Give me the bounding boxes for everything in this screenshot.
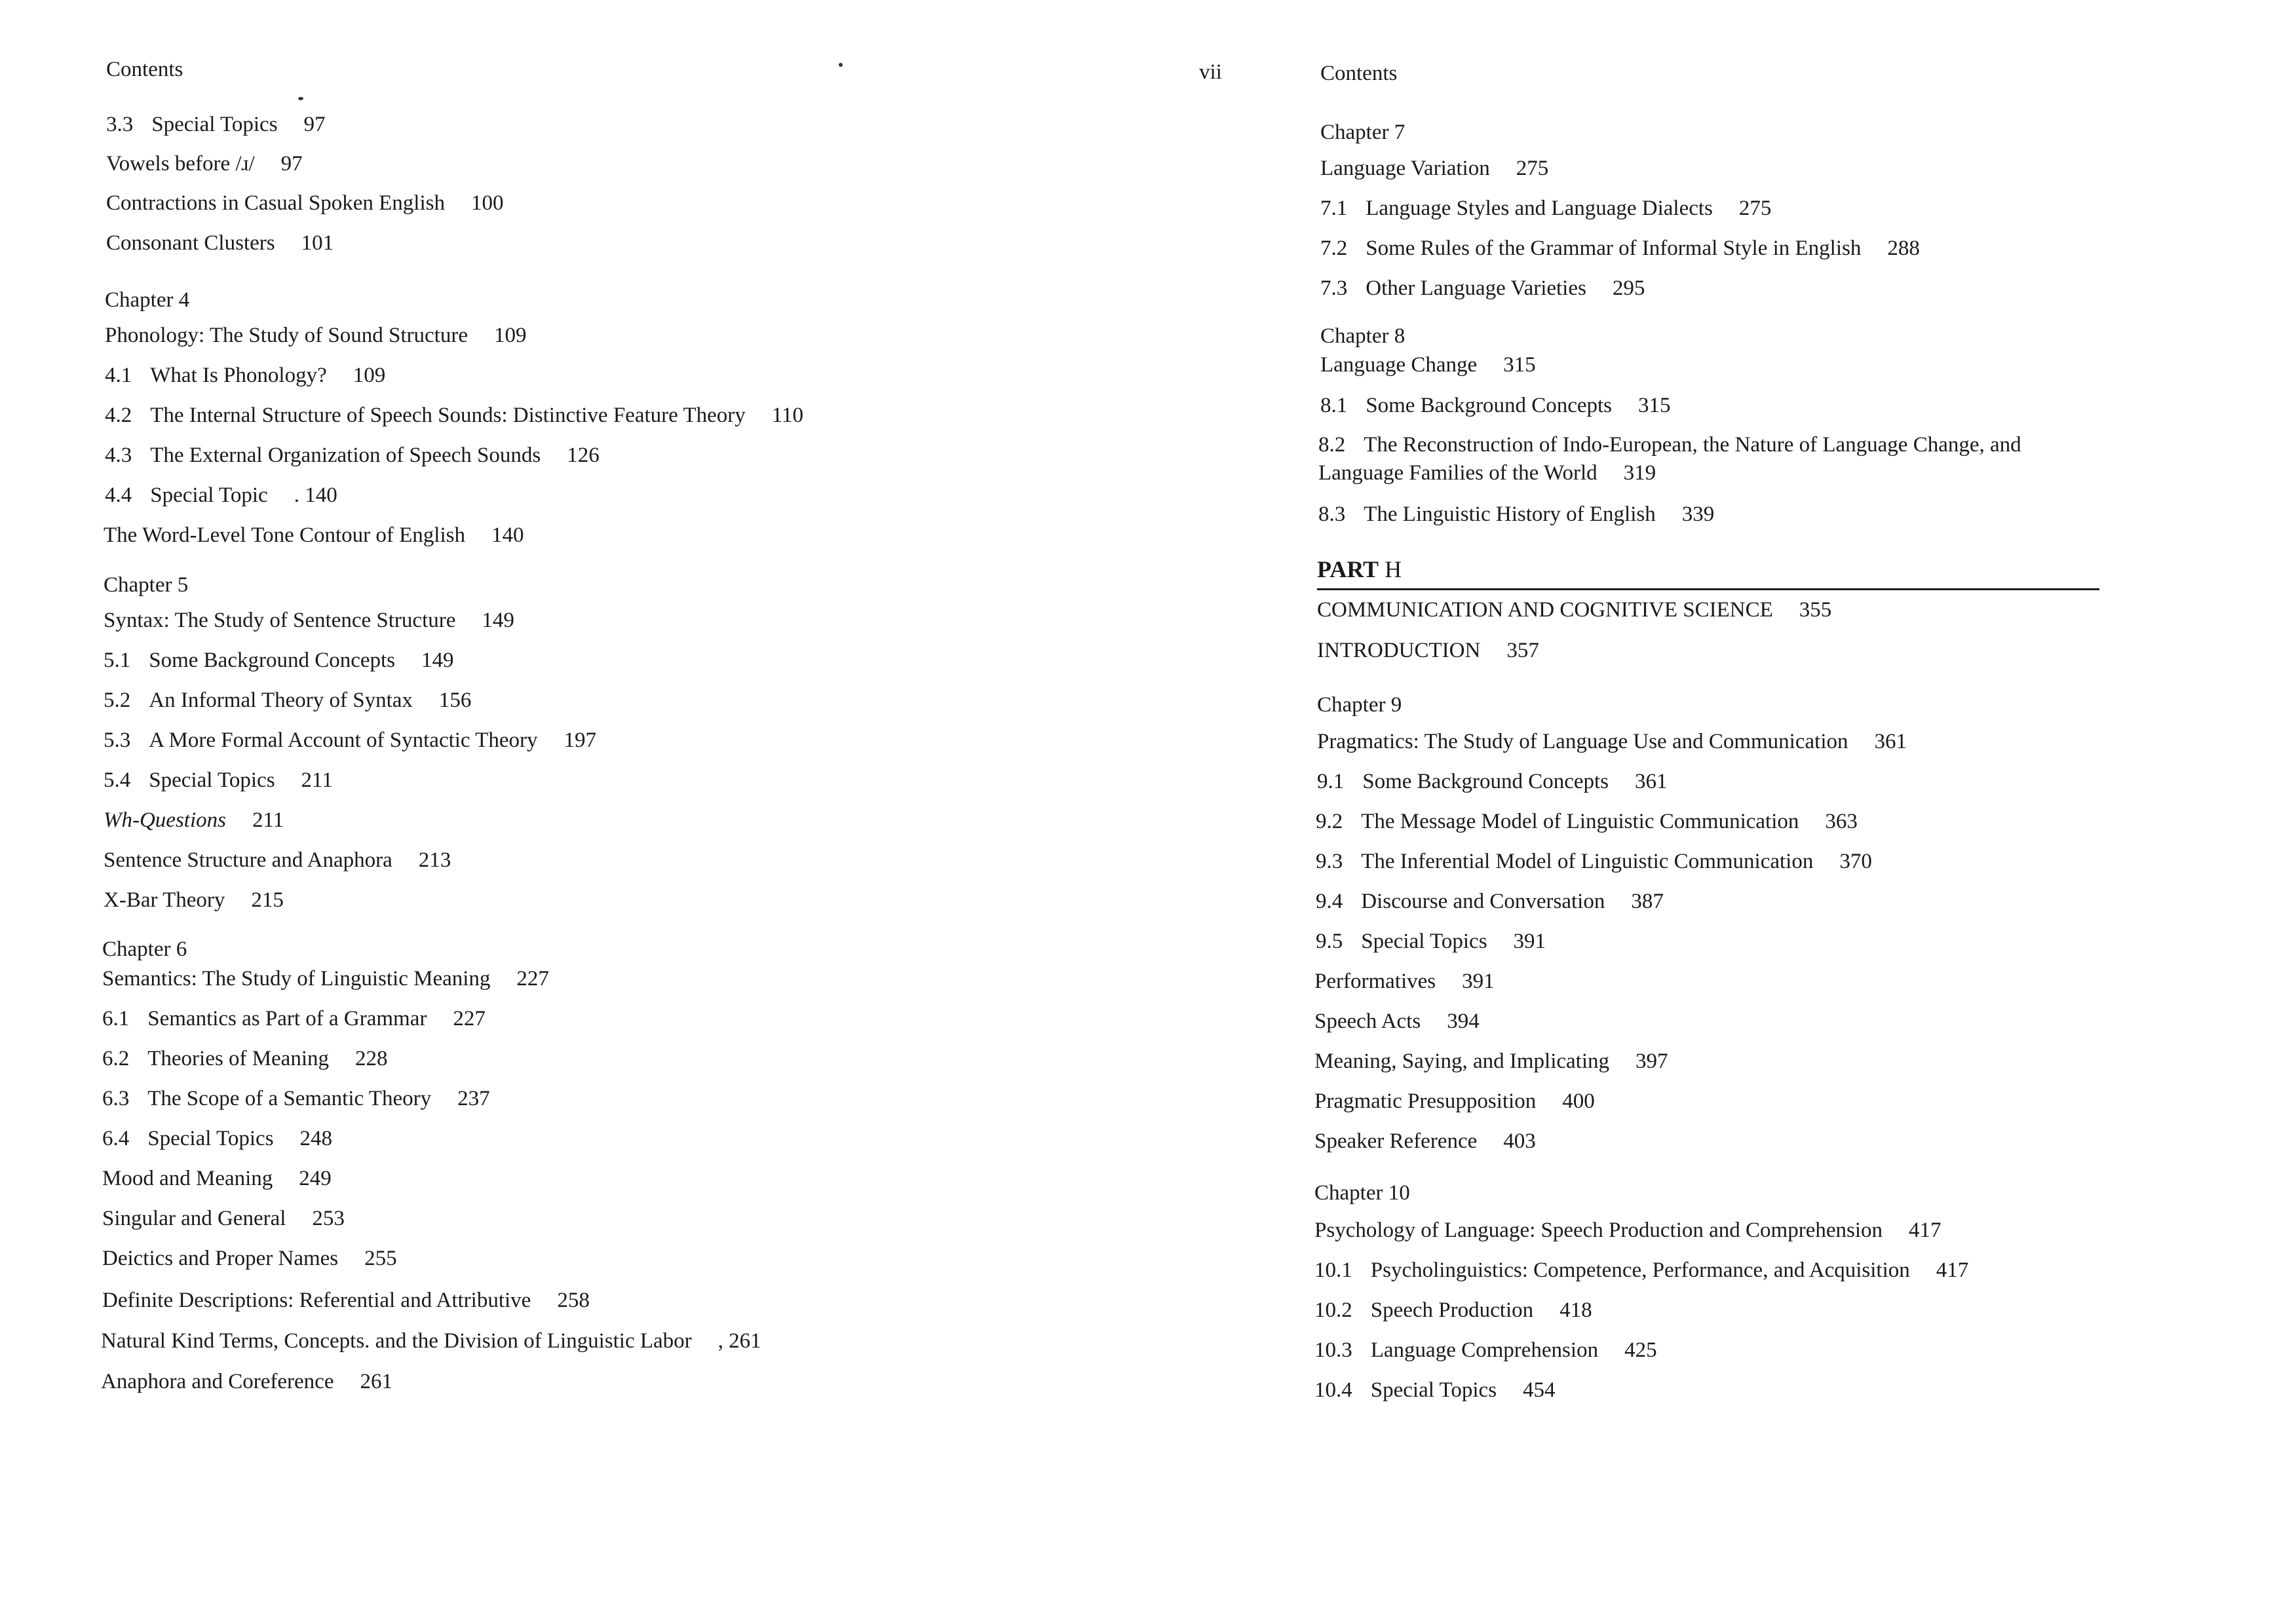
toc-entry[interactable]: Speaker Reference 403 xyxy=(1314,1129,1536,1153)
chapter-label: Chapter 7 xyxy=(1320,121,1406,144)
chapter-title[interactable]: Phonology: The Study of Sound Structure 109 xyxy=(105,324,527,347)
toc-entry[interactable]: 8.1 Some Background Concepts 315 xyxy=(1320,394,1671,417)
toc-entry[interactable]: Mood and Meaning 249 xyxy=(102,1167,332,1190)
toc-entry[interactable]: Deictics and Proper Names 255 xyxy=(102,1247,397,1270)
toc-entry[interactable]: 6.4 Special Topics 248 xyxy=(102,1127,333,1150)
toc-entry[interactable]: 8.3 The Linguistic History of English 339 xyxy=(1318,502,1715,526)
print-speck xyxy=(298,97,303,100)
toc-entry[interactable]: 3.3 Special Topics 97 xyxy=(106,113,326,136)
toc-entry[interactable]: Singular and General 253 xyxy=(102,1207,345,1230)
left-running-head: Contents xyxy=(106,58,183,81)
chapter-label: Chapter 5 xyxy=(104,573,189,597)
part-rule xyxy=(1317,588,2099,590)
toc-entry[interactable]: 10.4 Special Topics 454 xyxy=(1314,1378,1556,1402)
chapter-title[interactable]: Language Change 315 xyxy=(1320,353,1536,377)
toc-entry[interactable]: 9.2 The Message Model of Linguistic Communication 363 xyxy=(1316,810,1858,833)
part-introduction[interactable]: INTRODUCTION 357 xyxy=(1317,639,1539,662)
toc-entry[interactable]: 5.2 An Informal Theory of Syntax 156 xyxy=(104,689,472,712)
right-page xyxy=(1179,0,2296,1624)
toc-entry[interactable]: 4.4 Special Topic . 140 xyxy=(105,483,337,507)
print-speck xyxy=(839,63,843,67)
toc-entry[interactable]: 10.3 Language Comprehension 425 xyxy=(1314,1338,1657,1362)
toc-entry[interactable]: 10.2 Speech Production 418 xyxy=(1314,1298,1592,1322)
toc-entry[interactable]: 10.1 Psycholinguistics: Competence, Performance, and Acquisition 417 xyxy=(1314,1258,1969,1282)
chapter-title[interactable]: Psychology of Language: Speech Production and Comprehension 417 xyxy=(1314,1218,1942,1242)
toc-entry[interactable]: Anaphora and Coreference 261 xyxy=(101,1370,392,1393)
toc-entry[interactable]: Definite Descriptions: Referential and Attributive 258 xyxy=(102,1289,590,1312)
chapter-title[interactable]: Syntax: The Study of Sentence Structure 149 xyxy=(104,609,514,632)
toc-entry[interactable]: 5.1 Some Background Concepts 149 xyxy=(104,649,454,672)
chapter-label: Chapter 8 xyxy=(1320,324,1406,348)
toc-entry[interactable]: 9.3 The Inferential Model of Linguistic Communication 370 xyxy=(1316,850,1872,873)
toc-entry[interactable]: Vowels before /ɹ/ 97 xyxy=(106,152,303,176)
toc-entry[interactable]: 4.2 The Internal Structure of Speech Sounds: Distinctive Feature Theory 110 xyxy=(105,404,804,427)
toc-entry[interactable]: Sentence Structure and Anaphora 213 xyxy=(104,848,451,872)
toc-entry[interactable]: 9.5 Special Topics 391 xyxy=(1316,930,1546,953)
part-title[interactable]: COMMUNICATION AND COGNITIVE SCIENCE 355 xyxy=(1317,598,1832,622)
toc-entry[interactable]: Pragmatic Presupposition 400 xyxy=(1314,1089,1595,1113)
part-heading: PART H xyxy=(1317,556,1402,582)
chapter-label: Chapter 9 xyxy=(1317,693,1402,717)
toc-entry[interactable]: 7.2 Some Rules of the Grammar of Informal Style in English 288 xyxy=(1320,236,1920,260)
toc-entry[interactable]: The Word-Level Tone Contour of English 140 xyxy=(104,523,524,547)
toc-entry[interactable]: 5.3 A More Formal Account of Syntactic Theory 197 xyxy=(104,728,597,752)
toc-entry[interactable]: 4.1 What Is Phonology? 109 xyxy=(105,364,386,387)
toc-entry[interactable]: X-Bar Theory 215 xyxy=(104,888,284,912)
right-running-head: Contents xyxy=(1320,62,1398,85)
toc-entry[interactable]: Natural Kind Terms, Concepts. and the Division of Linguistic Labor , 261 xyxy=(101,1329,761,1353)
toc-entry[interactable]: 9.4 Discourse and Conversation 387 xyxy=(1316,890,1664,913)
toc-entry[interactable]: 6.2 Theories of Meaning 228 xyxy=(102,1047,388,1070)
toc-entry[interactable]: 4.3 The External Organization of Speech Sounds 126 xyxy=(105,444,600,467)
page-number: vii xyxy=(1199,60,1222,84)
chapter-title[interactable]: Pragmatics: The Study of Language Use and Communication 361 xyxy=(1317,730,1907,753)
toc-entry[interactable]: 9.1 Some Background Concepts 361 xyxy=(1317,770,1668,793)
chapter-title[interactable]: Semantics: The Study of Linguistic Meaning 227 xyxy=(102,967,549,991)
toc-entry[interactable]: 7.3 Other Language Varieties 295 xyxy=(1320,276,1645,300)
chapter-label: Chapter 4 xyxy=(105,288,190,312)
toc-entry[interactable]: Contractions in Casual Spoken English 100 xyxy=(106,191,504,215)
toc-entry[interactable]: Performatives 391 xyxy=(1314,970,1495,993)
toc-entry[interactable]: Consonant Clusters 101 xyxy=(106,231,334,255)
chapter-label: Chapter 10 xyxy=(1314,1181,1410,1205)
toc-entry[interactable]: Meaning, Saying, and Implicating 397 xyxy=(1314,1049,1668,1073)
toc-entry[interactable]: 8.2 The Reconstruction of Indo-European, the Nature of Language Change, and Language Families of the World 319 xyxy=(1318,433,2021,485)
toc-entry[interactable]: 7.1 Language Styles and Language Dialects 275 xyxy=(1320,197,1772,220)
chapter-title[interactable]: Language Variation 275 xyxy=(1320,157,1549,180)
toc-entry[interactable]: 5.4 Special Topics 211 xyxy=(104,768,333,792)
toc-entry[interactable]: 6.1 Semantics as Part of a Grammar 227 xyxy=(102,1007,486,1030)
toc-entry[interactable]: Wh-Questions 211 xyxy=(104,808,284,832)
toc-entry[interactable]: 6.3 The Scope of a Semantic Theory 237 xyxy=(102,1087,490,1110)
chapter-label: Chapter 6 xyxy=(102,937,187,961)
toc-entry[interactable]: Speech Acts 394 xyxy=(1314,1010,1480,1033)
